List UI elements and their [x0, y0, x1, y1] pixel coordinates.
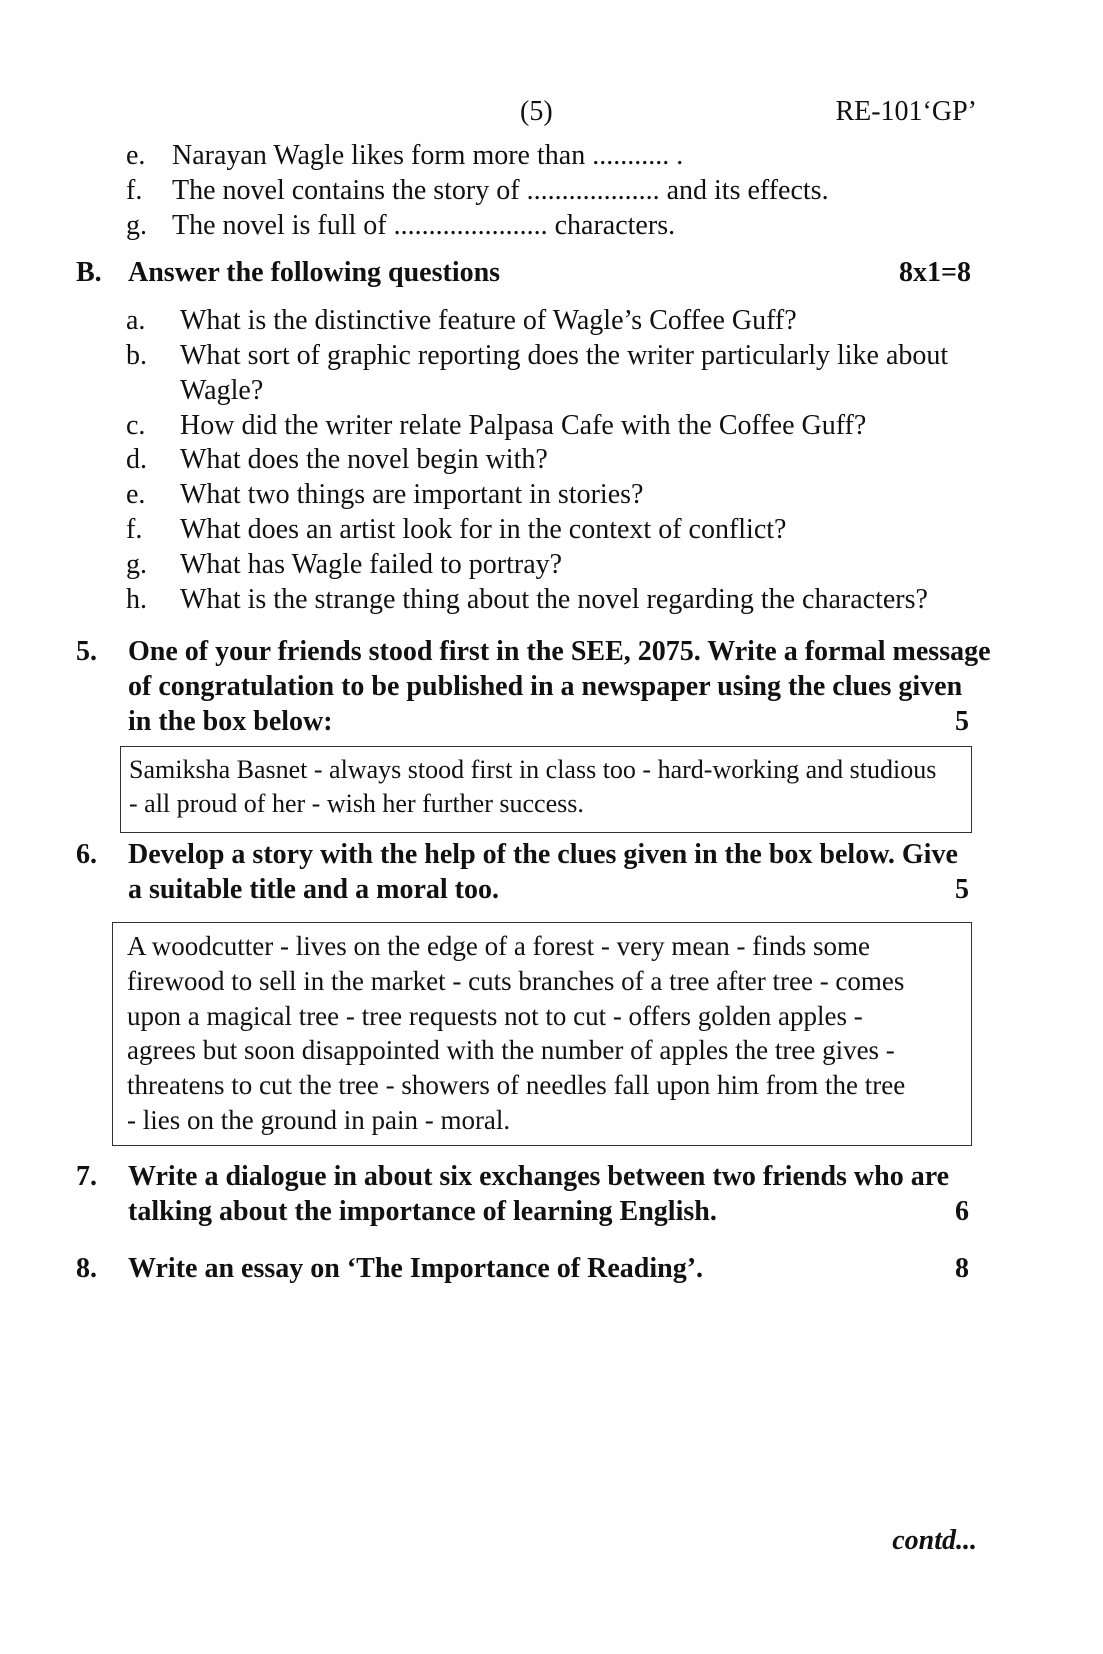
- item-text: What has Wagle failed to portray?: [180, 549, 563, 580]
- q8-text: Write an essay on ‘The Importance of Reading’.: [128, 1253, 704, 1284]
- item-label: g.: [126, 549, 147, 580]
- clue-line: agrees but soon disappointed with the number of apples the tree gives -: [127, 1035, 895, 1066]
- item-text: What does the novel begin with?: [180, 444, 548, 475]
- clue-line: - lies on the ground in pain - moral.: [127, 1104, 511, 1135]
- item-label: h.: [126, 584, 147, 615]
- section-marks: 8x1=8: [899, 257, 971, 288]
- item-label: a.: [126, 305, 146, 336]
- item-label: d.: [126, 444, 147, 475]
- item-text: What sort of graphic reporting does the writer particularly like about: [180, 340, 949, 371]
- clue-line: upon a magical tree - tree requests not to cut - offers golden apples -: [127, 1000, 863, 1031]
- q5-number: 5.: [76, 636, 97, 667]
- q7-number: 7.: [76, 1161, 97, 1192]
- q5-clue-box: [120, 746, 972, 833]
- item-label: e.: [126, 140, 146, 171]
- q6-number: 6.: [76, 839, 97, 870]
- q6-clue-box: [112, 922, 972, 1146]
- q6-line-2: a suitable title and a moral too.: [128, 874, 499, 905]
- item-label: f.: [126, 514, 143, 545]
- item-label: e.: [126, 479, 146, 510]
- q7-line-1: Write a dialogue in about six exchanges between two friends who are: [128, 1161, 950, 1192]
- item-text: The novel is full of ...................... characters.: [172, 210, 676, 241]
- q6-line-1: Develop a story with the help of the clues given in the box below. Give: [128, 839, 958, 870]
- clue-line: - all proud of her - wish her further success.: [129, 789, 584, 818]
- q6-marks: 5: [955, 874, 969, 905]
- item-label: b.: [126, 340, 147, 371]
- q5-line-2: of congratulation to be published in a newspaper using the clues given: [128, 671, 963, 702]
- item-text: Narayan Wagle likes form more than ........... .: [172, 140, 684, 171]
- q8-number: 8.: [76, 1253, 97, 1284]
- q7-marks: 6: [955, 1196, 969, 1227]
- item-text: What is the distinctive feature of Wagle’s Coffee Guff?: [180, 305, 797, 336]
- clue-line: firewood to sell in the market - cuts branches of a tree after tree - comes: [127, 965, 905, 996]
- item-label: f.: [126, 175, 143, 206]
- q7-line-2: talking about the importance of learning English.: [128, 1196, 717, 1227]
- section-label: B.: [76, 257, 102, 288]
- item-label: g.: [126, 210, 147, 241]
- item-text: What does an artist look for in the context of conflict?: [180, 514, 787, 545]
- clue-line: Samiksha Basnet - always stood first in class too - hard-working and studious: [129, 755, 937, 784]
- item-text: What two things are important in stories?: [180, 479, 644, 510]
- item-label: c.: [126, 410, 146, 441]
- paper-code: RE-101‘GP’: [835, 96, 977, 127]
- item-text: The novel contains the story of ................... and its effects.: [172, 175, 829, 206]
- q5-line-1: One of your friends stood first in the SEE, 2075. Write a formal message: [128, 636, 991, 667]
- section-title: Answer the following questions: [128, 257, 501, 288]
- item-text-continued: Wagle?: [180, 375, 264, 406]
- q5-line-3: in the box below:: [128, 706, 333, 737]
- item-text: What is the strange thing about the novel regarding the characters?: [180, 584, 928, 615]
- item-text: How did the writer relate Palpasa Cafe with the Coffee Guff?: [180, 410, 867, 441]
- q8-marks: 8: [955, 1253, 969, 1284]
- q5-marks: 5: [955, 706, 969, 737]
- continued-note: contd...: [892, 1525, 977, 1556]
- page-number: (5): [520, 96, 553, 127]
- clue-line: A woodcutter - lives on the edge of a forest - very mean - finds some: [127, 931, 871, 961]
- clue-line: threatens to cut the tree - showers of needles fall upon him from the tree: [127, 1070, 906, 1101]
